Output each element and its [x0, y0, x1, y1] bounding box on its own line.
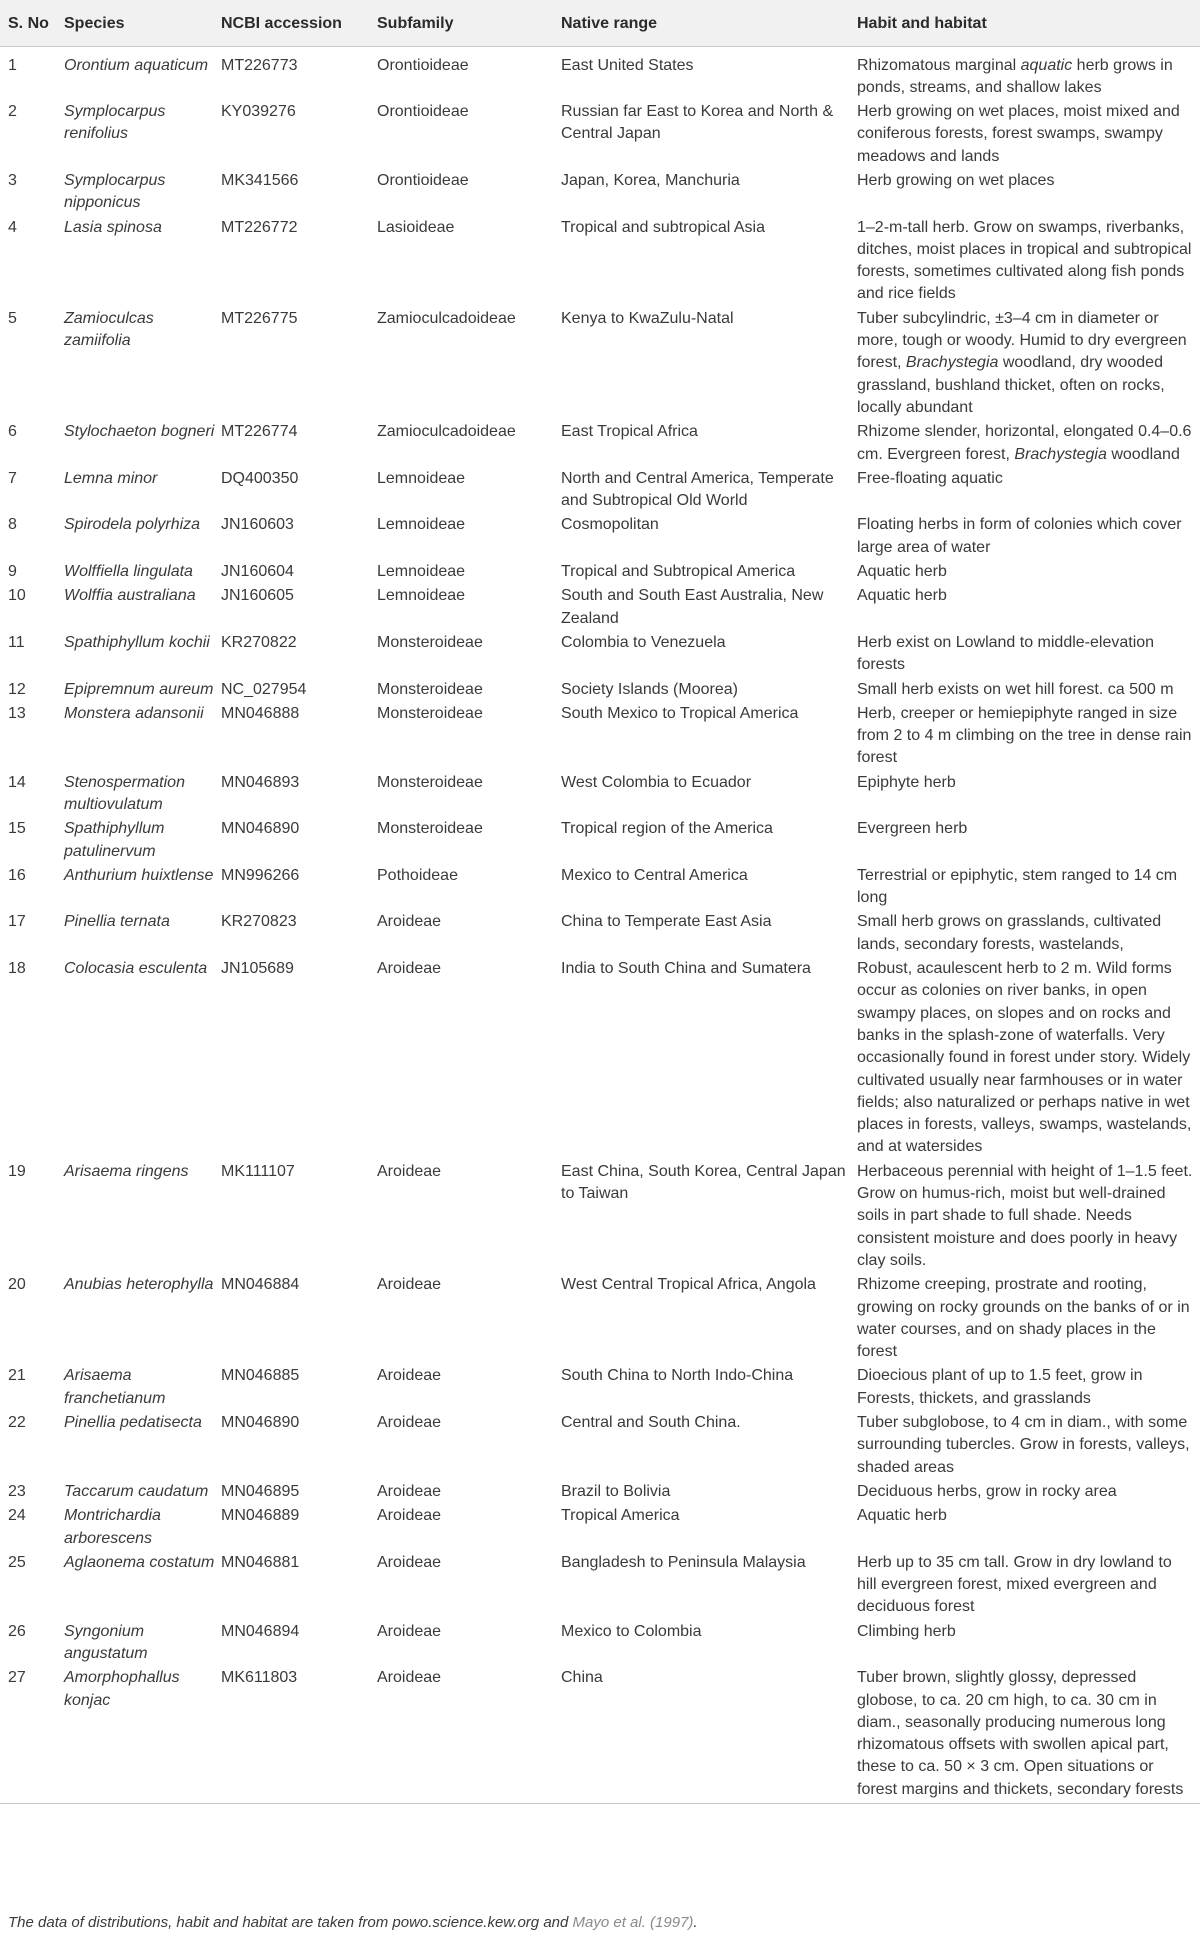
cell-habit-habitat: Herb growing on wet places, moist mixed and coniferous forests, forest swamps, swampy meadows and lands — [857, 103, 1180, 165]
cell-serial-no: 13 — [8, 704, 26, 722]
cell-species: Amorphophallus konjac — [64, 1669, 180, 1709]
cell-habit-habitat: Small herb exists on wet hill forest. ca 500 m — [857, 680, 1174, 698]
cell-subfamily: Aroideae — [377, 1507, 442, 1525]
cell-native-range: Bangladesh to Peninsula Malaysia — [561, 1553, 806, 1571]
table-row — [0, 468, 1200, 515]
cell-subfamily: Monsteroideae — [377, 680, 483, 698]
cell-species: Aglaonema costatum — [64, 1553, 215, 1571]
cell-species: Monstera adansonii — [64, 704, 204, 722]
cell-species: Lasia spinosa — [64, 218, 162, 236]
header-species: Species — [64, 0, 221, 46]
cell-serial-no: 4 — [8, 218, 17, 236]
table-row — [0, 46, 1200, 101]
cell-species: Stylochaeton bogneri — [64, 423, 215, 441]
cell-native-range: South Mexico to Tropical America — [561, 704, 799, 722]
header-serial-no: S. No — [0, 0, 64, 46]
cell-subfamily: Orontioideae — [377, 171, 469, 189]
table-footnote — [8, 1914, 698, 1931]
cell-ncbi-accession: JN160604 — [221, 563, 294, 581]
cell-ncbi-accession: MN046890 — [221, 1414, 300, 1432]
cell-habit-habitat: Aquatic herb — [857, 1507, 947, 1525]
table-row — [0, 1365, 1200, 1412]
table-row — [0, 632, 1200, 679]
cell-ncbi-accession: MN046894 — [221, 1622, 300, 1640]
cell-habit-habitat: Robust, acaulescent herb to 2 m. Wild forms occur as colonies on river banks, in open swampy places, on slopes and on rocks and banks in the splash-zone of waterfalls. Very occasionally found in forest under story. Widely cultivated usually near farmhouses or in water fields; also naturalized or perhaps native in wet places in forests, valleys, swamps, wastelands, and at watersides — [857, 960, 1192, 1156]
table-row — [0, 1552, 1200, 1621]
cell-species: Arisaema ringens — [64, 1162, 189, 1180]
cell-subfamily: Aroideae — [377, 960, 442, 978]
cell-habit-habitat: Herb exist on Lowland to middle-elevation forests — [857, 633, 1155, 674]
table-row — [0, 679, 1200, 703]
cell-native-range: East Tropical Africa — [561, 423, 698, 441]
cell-habit-habitat: Deciduous herbs, grow in rocky area — [857, 1482, 1117, 1500]
cell-native-range: Society Islands (Moorea) — [561, 680, 738, 698]
cell-native-range: Colombia to Venezuela — [561, 633, 726, 651]
header-habit-habitat: Habit and habitat — [857, 0, 1200, 46]
cell-native-range: Tropical America — [561, 1507, 680, 1525]
cell-subfamily: Aroideae — [377, 1482, 442, 1500]
table-row — [0, 865, 1200, 912]
table-row — [0, 1161, 1200, 1274]
cell-habit-habitat: Herb, creeper or hemiepiphyte ranged in size from 2 to 4 m climbing on the tree in dense rain forest — [857, 704, 1192, 767]
cell-serial-no: 14 — [8, 773, 26, 791]
cell-subfamily: Lemnoideae — [377, 563, 466, 581]
cell-serial-no: 15 — [8, 820, 26, 838]
cell-ncbi-accession: MT226775 — [221, 309, 298, 327]
cell-ncbi-accession: JN160603 — [221, 516, 294, 534]
cell-species: Wolffiella lingulata — [64, 563, 193, 581]
cell-ncbi-accession: JN105689 — [221, 960, 294, 978]
cell-serial-no: 8 — [8, 516, 17, 534]
cell-subfamily: Monsteroideae — [377, 633, 483, 651]
cell-species: Orontium aquaticum — [64, 56, 209, 74]
cell-habit-habitat: Epiphyte herb — [857, 773, 956, 791]
cell-subfamily: Aroideae — [377, 1367, 442, 1385]
cell-native-range: East United States — [561, 56, 694, 74]
cell-subfamily: Aroideae — [377, 1669, 442, 1687]
cell-species: Spathiphyllum kochii — [64, 633, 210, 651]
cell-species: Colocasia esculenta — [64, 960, 208, 978]
table-row — [0, 818, 1200, 865]
cell-serial-no: 11 — [8, 633, 25, 651]
table-row — [0, 772, 1200, 819]
cell-species: Wolffia australiana — [64, 587, 196, 605]
cell-species: Taccarum caudatum — [64, 1482, 209, 1500]
cell-habit-habitat: 1–2-m-tall herb. Grow on swamps, riverbanks, ditches, moist places in tropical and subtropical forests, sometimes cultivated along fish ponds and rice fields — [857, 218, 1192, 303]
cell-subfamily: Lemnoideae — [377, 469, 466, 487]
table-row — [0, 217, 1200, 308]
cell-serial-no: 21 — [8, 1367, 26, 1385]
cell-ncbi-accession: MN046884 — [221, 1276, 300, 1294]
footnote-reference-link[interactable]: Mayo et al. (1997) — [572, 1914, 694, 1931]
table-row — [0, 958, 1200, 1161]
cell-subfamily: Aroideae — [377, 1276, 442, 1294]
table-row — [0, 561, 1200, 585]
cell-ncbi-accession: KY039276 — [221, 103, 296, 121]
cell-native-range: Kenya to KwaZulu-Natal — [561, 309, 734, 327]
cell-ncbi-accession: MN046890 — [221, 820, 300, 838]
cell-species: Spirodela polyrhiza — [64, 516, 201, 534]
cell-native-range: Cosmopolitan — [561, 516, 659, 534]
cell-subfamily: Aroideae — [377, 913, 442, 931]
cell-species: Symplocarpus renifolius — [64, 103, 166, 143]
cell-serial-no: 12 — [8, 680, 26, 698]
cell-species: Zamioculcas zamiifolia — [64, 309, 154, 350]
cell-species: Pinellia ternata — [64, 913, 170, 931]
table-row — [0, 101, 1200, 170]
cell-native-range: Mexico to Central America — [561, 866, 748, 884]
cell-habit-habitat: Rhizome slender, horizontal, elongated 0.4–0.6 cm. Evergreen forest, Brachystegia woodland — [857, 423, 1192, 463]
cell-serial-no: 23 — [8, 1482, 26, 1500]
cell-serial-no: 16 — [8, 866, 26, 884]
cell-native-range: South and South East Australia, New Zealand — [561, 587, 824, 627]
cell-habit-habitat: Herb growing on wet places — [857, 171, 1055, 189]
cell-ncbi-accession: KR270822 — [221, 633, 297, 651]
cell-native-range: Tropical region of the America — [561, 820, 773, 838]
cell-subfamily: Aroideae — [377, 1162, 442, 1180]
cell-subfamily: Orontioideae — [377, 56, 469, 74]
cell-serial-no: 26 — [8, 1622, 26, 1640]
table-row — [0, 421, 1200, 468]
cell-subfamily: Lemnoideae — [377, 587, 466, 605]
cell-species: Spathiphyllum patulinervum — [64, 820, 165, 860]
cell-ncbi-accession: MK341566 — [221, 171, 299, 189]
footnote-text: The data of distributions, habit and habitat are taken from powo.science.kew.org and — [8, 1914, 573, 1931]
cell-serial-no: 18 — [8, 960, 26, 978]
cell-habit-habitat: Evergreen herb — [857, 820, 968, 838]
cell-species: Epipremnum aureum — [64, 680, 214, 698]
cell-subfamily: Lasioideae — [377, 218, 455, 236]
cell-serial-no: 27 — [8, 1669, 26, 1687]
cell-native-range: South China to North Indo-China — [561, 1367, 794, 1385]
table-row — [0, 514, 1200, 561]
cell-species: Stenospermation multiovulatum — [64, 773, 185, 813]
cell-native-range: Mexico to Colombia — [561, 1622, 702, 1640]
cell-serial-no: 5 — [8, 309, 17, 327]
table-row — [0, 911, 1200, 958]
cell-serial-no: 25 — [8, 1553, 26, 1571]
cell-ncbi-accession: DQ400350 — [221, 469, 299, 487]
cell-subfamily: Monsteroideae — [377, 773, 483, 791]
cell-species: Syngonium angustatum — [64, 1622, 148, 1662]
table-row — [0, 1412, 1200, 1481]
cell-species: Anubias heterophylla — [64, 1276, 214, 1294]
cell-serial-no: 1 — [8, 56, 17, 74]
cell-serial-no: 19 — [8, 1162, 26, 1180]
cell-native-range: Japan, Korea, Manchuria — [561, 171, 740, 189]
table-row — [0, 585, 1200, 632]
cell-native-range: India to South China and Sumatera — [561, 960, 811, 978]
cell-native-range: Russian far East to Korea and North & Central Japan — [561, 103, 834, 143]
table-row — [0, 1274, 1200, 1365]
cell-habit-habitat: Rhizomatous marginal aquatic herb grows in ponds, streams, and shallow lakes — [857, 56, 1173, 96]
cell-habit-habitat: Herbaceous perennial with height of 1–1.5 feet. Grow on humus-rich, moist but well-drained soils in part shade to full shade. Needs consistent moisture and does poorly in heavy clay soils. — [857, 1162, 1193, 1269]
cell-ncbi-accession: KR270823 — [221, 913, 297, 931]
cell-serial-no: 2 — [8, 103, 17, 121]
cell-habit-habitat: Aquatic herb — [857, 587, 947, 605]
cell-serial-no: 24 — [8, 1507, 26, 1525]
cell-species: Lemna minor — [64, 469, 158, 487]
cell-ncbi-accession: MT226772 — [221, 218, 298, 236]
cell-species: Pinellia pedatisecta — [64, 1414, 202, 1432]
cell-subfamily: Zamioculcadoideae — [377, 309, 516, 327]
cell-habit-habitat: Rhizome creeping, prostrate and rooting, growing on rocky grounds on the banks of or in water courses, and on shady places in the forest — [857, 1276, 1190, 1361]
table-row — [0, 308, 1200, 421]
table-row — [0, 1621, 1200, 1668]
table-row — [0, 170, 1200, 217]
cell-native-range: Central and South China. — [561, 1414, 741, 1432]
cell-ncbi-accession: MT226773 — [221, 56, 298, 74]
cell-subfamily: Aroideae — [377, 1553, 442, 1571]
cell-habit-habitat: Small herb grows on grasslands, cultivated lands, secondary forests, wastelands, — [857, 913, 1162, 953]
table-row — [0, 1481, 1200, 1505]
cell-habit-habitat: Terrestrial or epiphytic, stem ranged to 14 cm long — [857, 866, 1178, 907]
cell-subfamily: Aroideae — [377, 1414, 442, 1432]
cell-subfamily: Orontioideae — [377, 103, 469, 121]
cell-subfamily: Pothoideae — [377, 866, 458, 884]
cell-ncbi-accession: MN046895 — [221, 1482, 300, 1500]
cell-native-range: China to Temperate East Asia — [561, 913, 772, 931]
cell-ncbi-accession: MN046885 — [221, 1367, 300, 1385]
cell-subfamily: Monsteroideae — [377, 704, 483, 722]
cell-habit-habitat: Climbing herb — [857, 1622, 956, 1640]
cell-species: Anthurium huixtlense — [64, 866, 214, 884]
cell-subfamily: Monsteroideae — [377, 820, 483, 838]
cell-native-range: Tropical and Subtropical America — [561, 563, 796, 581]
cell-subfamily: Aroideae — [377, 1622, 442, 1640]
header-native-range: Native range — [561, 0, 857, 46]
table-header — [0, 0, 1200, 46]
cell-native-range: West Colombia to Ecuador — [561, 773, 752, 791]
footnote-end: . — [693, 1914, 698, 1931]
cell-habit-habitat: Tuber brown, slightly glossy, depressed globose, to ca. 20 cm high, to ca. 30 cm in diam., seasonally producing numerous long rhizomatous offsets with swollen apical part, these to ca. 50 × 3 cm. Open situations or forest margins and thickets, secondary forests — [857, 1669, 1184, 1798]
cell-serial-no: 17 — [8, 913, 26, 931]
cell-serial-no: 20 — [8, 1276, 26, 1294]
cell-native-range: East China, South Korea, Central Japan to Taiwan — [561, 1162, 846, 1203]
cell-ncbi-accession: MT226774 — [221, 423, 298, 441]
cell-ncbi-accession: NC_027954 — [221, 680, 307, 698]
cell-serial-no: 9 — [8, 563, 17, 581]
header-row — [0, 0, 1200, 46]
table-body — [0, 46, 1200, 1804]
cell-native-range: China — [561, 1669, 603, 1687]
cell-subfamily: Zamioculcadoideae — [377, 423, 516, 441]
cell-ncbi-accession: MK611803 — [221, 1669, 298, 1687]
cell-habit-habitat: Dioecious plant of up to 1.5 feet, grow in Forests, thickets, and grasslands — [857, 1367, 1143, 1407]
cell-native-range: West Central Tropical Africa, Angola — [561, 1276, 816, 1294]
cell-native-range: North and Central America, Temperate and Subtropical Old World — [561, 469, 834, 510]
table-row — [0, 1505, 1200, 1552]
table-row — [0, 1667, 1200, 1803]
header-ncbi-accession: NCBI accession — [221, 0, 377, 46]
cell-serial-no: 7 — [8, 469, 17, 487]
cell-habit-habitat: Floating herbs in form of colonies which cover large area of water — [857, 516, 1182, 556]
cell-ncbi-accession: MN046889 — [221, 1507, 300, 1525]
cell-serial-no: 6 — [8, 423, 17, 441]
cell-species: Symplocarpus nipponicus — [64, 171, 166, 212]
cell-ncbi-accession: MN046888 — [221, 704, 300, 722]
cell-serial-no: 3 — [8, 171, 17, 189]
table-row — [0, 703, 1200, 772]
cell-habit-habitat: Herb up to 35 cm tall. Grow in dry lowland to hill evergreen forest, mixed evergreen and deciduous forest — [857, 1553, 1172, 1616]
cell-ncbi-accession: MN046881 — [221, 1553, 300, 1571]
cell-species: Montrichardia arborescens — [64, 1507, 161, 1547]
cell-serial-no: 10 — [8, 587, 26, 605]
cell-subfamily: Lemnoideae — [377, 516, 466, 534]
cell-ncbi-accession: MN046893 — [221, 773, 300, 791]
cell-species: Arisaema franchetianum — [64, 1367, 166, 1407]
cell-habit-habitat: Tuber subglobose, to 4 cm in diam., with some surrounding tubercles. Grow in forests, valleys, shaded areas — [857, 1414, 1190, 1476]
cell-native-range: Brazil to Bolivia — [561, 1482, 671, 1500]
header-subfamily: Subfamily — [377, 0, 561, 46]
cell-habit-habitat: Free-floating aquatic — [857, 469, 1003, 487]
cell-habit-habitat: Aquatic herb — [857, 563, 947, 581]
cell-ncbi-accession: MK111107 — [221, 1162, 295, 1180]
cell-native-range: Tropical and subtropical Asia — [561, 218, 765, 236]
cell-ncbi-accession: JN160605 — [221, 587, 294, 605]
cell-serial-no: 22 — [8, 1414, 26, 1432]
cell-habit-habitat: Tuber subcylindric, ±3–4 cm in diameter or more, tough or woody. Humid to dry evergreen forest, Brachystegia woodland, dry wooded grassland, bushland thicket, often on rocks, locally abundant — [857, 309, 1187, 416]
cell-ncbi-accession: MN996266 — [221, 866, 300, 884]
